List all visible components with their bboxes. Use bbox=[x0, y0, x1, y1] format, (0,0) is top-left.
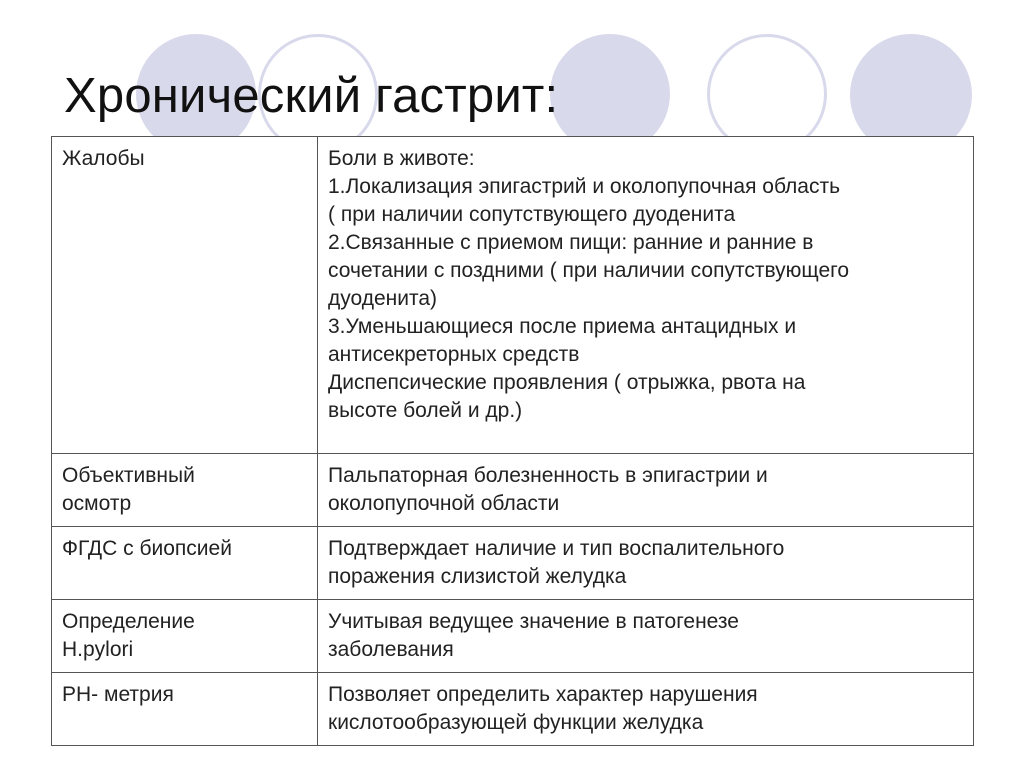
table-row-ph-metry bbox=[52, 673, 974, 746]
value-line: 2.Связанные с приемом пищи: ранние и ранние в bbox=[328, 231, 814, 254]
value-line: высоте болей и др.) bbox=[328, 399, 523, 422]
table-row-exam bbox=[52, 454, 974, 527]
value-line: поражения слизистой желудка bbox=[328, 565, 627, 588]
row-value-ph-metry bbox=[318, 673, 974, 746]
row-key-ph-metry bbox=[52, 673, 318, 746]
value-line: антисекреторных средств bbox=[328, 343, 580, 366]
row-key-text: ФГДС с биопсией bbox=[62, 537, 232, 560]
value-line: сочетании с поздними ( при наличии сопутствующего bbox=[328, 259, 850, 282]
value-line: ( при наличии сопутствующего дуоденита bbox=[328, 203, 736, 226]
value-line: 1.Локализация эпигастрий и околопупочная область bbox=[328, 175, 841, 198]
row-key-text: Жалобы bbox=[62, 147, 145, 170]
row-key-text: Объективный bbox=[62, 464, 195, 487]
value-line: Позволяет определить характер нарушения bbox=[328, 683, 758, 706]
value-line: Диспепсические проявления ( отрыжка, рвота на bbox=[328, 371, 806, 394]
value-line: Пальпаторная болезненность в эпигастрии и bbox=[328, 464, 768, 487]
row-key-complaints bbox=[52, 137, 318, 454]
table-row-fgds bbox=[52, 527, 974, 600]
value-line: Боли в животе: bbox=[328, 147, 475, 170]
value-line: околопупочной области bbox=[328, 492, 560, 515]
row-value-complaints bbox=[318, 137, 974, 454]
row-key-text: осмотр bbox=[62, 492, 132, 515]
row-value-fgds bbox=[318, 527, 974, 600]
row-value-hpylori bbox=[318, 600, 974, 673]
table-row-complaints bbox=[52, 137, 974, 454]
row-key-text: PH- метрия bbox=[62, 683, 174, 706]
row-key-hpylori bbox=[52, 600, 318, 673]
gastritis-table bbox=[51, 136, 974, 746]
value-line: кислотообразующей функции желудка bbox=[328, 711, 704, 734]
row-key-text: H.pylori bbox=[62, 638, 134, 661]
table-row-hpylori bbox=[52, 600, 974, 673]
value-line: дуоденита) bbox=[328, 287, 438, 310]
value-line: 3.Уменьшающиеся после приема антацидных и bbox=[328, 315, 797, 338]
row-key-fgds bbox=[52, 527, 318, 600]
value-line: Подтверждает наличие и тип воспалительного bbox=[328, 537, 785, 560]
row-key-text: Определение bbox=[62, 610, 195, 633]
slide-title: Хронический гастрит: bbox=[64, 69, 559, 123]
row-key-exam bbox=[52, 454, 318, 527]
value-line: заболевания bbox=[328, 638, 454, 661]
row-value-exam bbox=[318, 454, 974, 527]
value-line: Учитывая ведущее значение в патогенезе bbox=[328, 610, 739, 633]
